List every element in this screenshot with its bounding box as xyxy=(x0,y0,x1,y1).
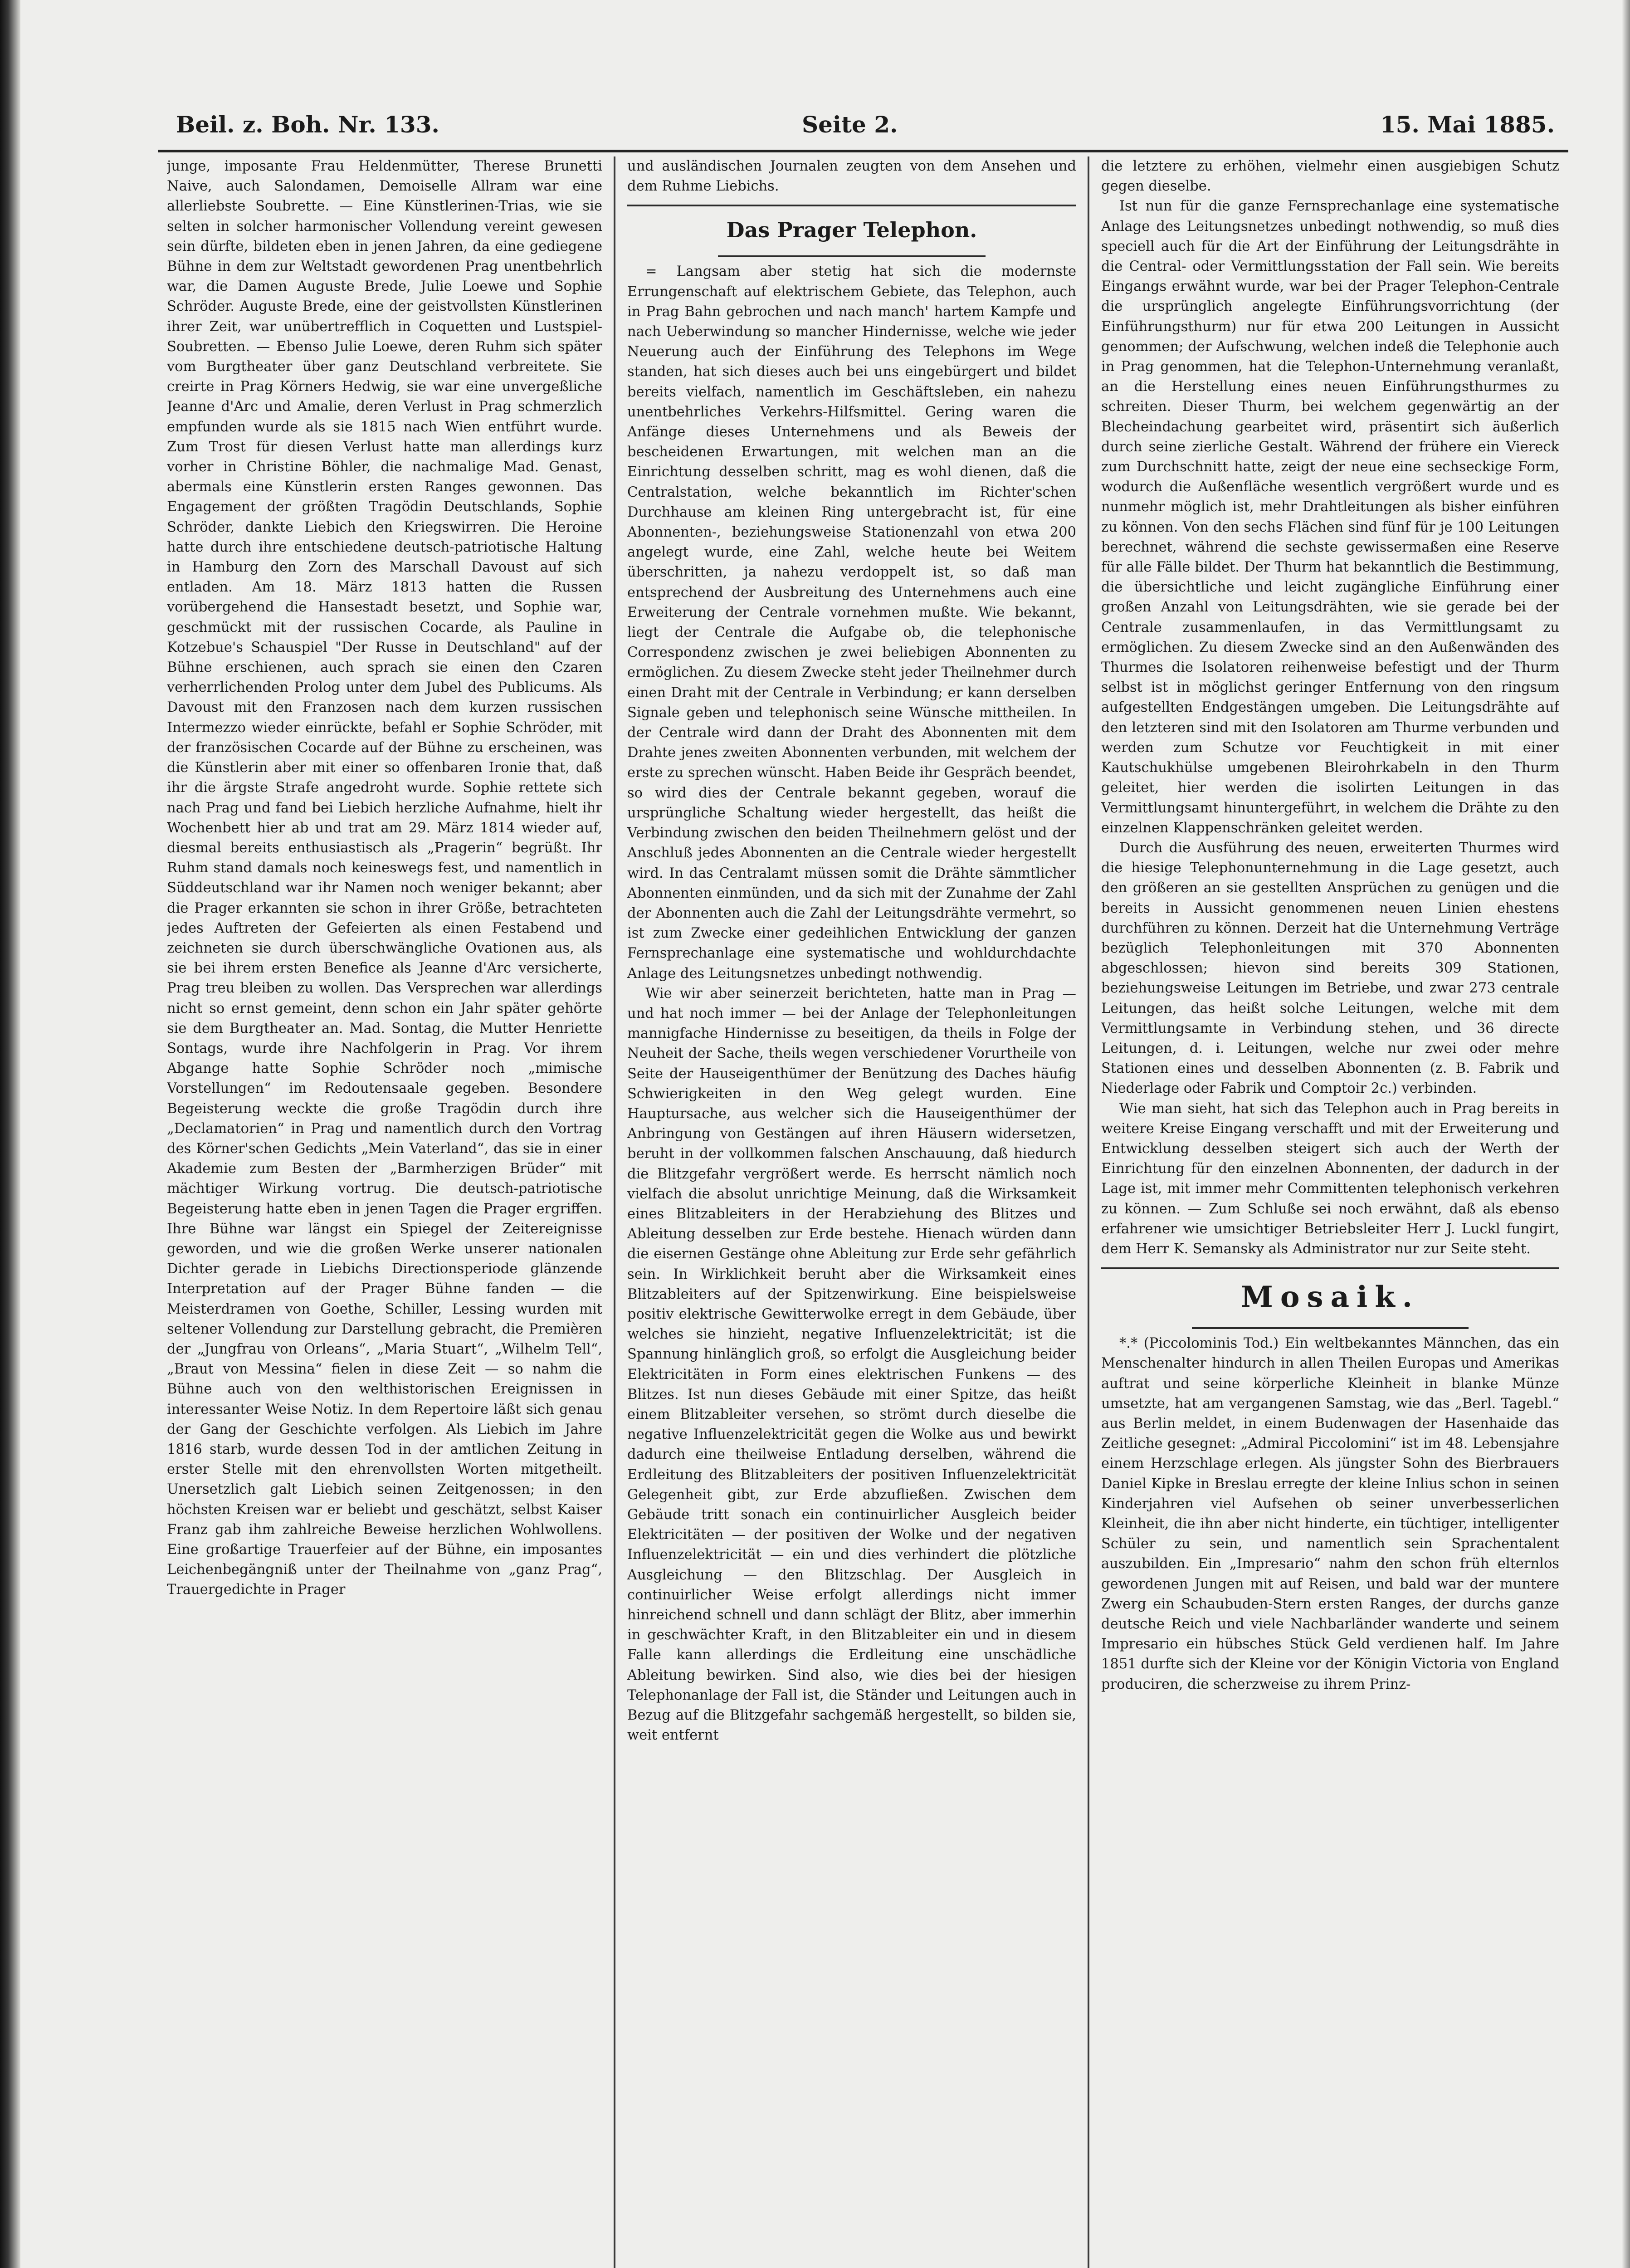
title-rule xyxy=(1192,1327,1469,1329)
telephon-paragraph: Wie man sieht, hat sich das Telephon auch in Prag bereits in weitere Kreise Eingang verschafft und mit der Erweiterung und Entwicklung desselben steigert sich auch der Werth der Einrichtung für den einzelnen Abonnenten, der dadurch in der Lage ist, mit immer mehr Committenten telephonisch verkehren zu können. — Zum Schluße sei noch erwähnt, daß als ebenso erfahrener wie umsichtiger Betriebsleiter Herr J. Luckl fungirt, dem Herr K. Semansky als Administrator nur zur Seite steht. xyxy=(1101,1100,1559,1257)
scan-left-edge xyxy=(0,0,20,2268)
newspaper-page xyxy=(158,104,1568,2268)
header-date: 15. Mai 1885. xyxy=(1380,111,1555,138)
telephon-paragraph: die letztere zu erhöhen, vielmehr einen ausgiebigen Schutz gegen dieselbe. xyxy=(1101,158,1559,195)
article-separator xyxy=(627,205,1076,206)
header-issue: Beil. z. Boh. Nr. 133. xyxy=(176,111,439,138)
page-header xyxy=(158,104,1568,145)
header-page-number: Seite 2. xyxy=(802,111,898,138)
scan-right-edge xyxy=(1622,0,1630,2268)
title-rule xyxy=(718,255,986,257)
article-separator xyxy=(1101,1267,1559,1269)
column-left xyxy=(167,156,602,2268)
column-divider xyxy=(1088,156,1089,2268)
header-rule xyxy=(158,150,1568,152)
article-title-telephon: Das Prager Telephon. xyxy=(726,218,977,243)
column-divider xyxy=(614,156,615,2268)
column-middle xyxy=(627,156,1076,2268)
telephon-paragraph: Durch die Ausführung des neuen, erweiterten Thurmes wird die hiesige Telephonunternehmung in die Lage gesetzt, auch den größeren an sie gestellten Ansprüchen zu genügen und die bereits in Aussicht genommenen neuen Linien ehestens durchführen zu können. Derzeit hat die Unternehmung Verträge bezüglich Telephonleitungen mit 370 Abonnenten abgeschlossen; hievon sind bereits 309 Stationen, beziehungsweise Leitungen im Betriebe, und zwar 273 centrale Leitungen, das heißt solche Leitungen, welche mit dem Vermittlungsamte in Verbindung stehen, und 36 directe Leitungen, d. i. Leitungen, welche nur zwei oder mehre Stationen eines und desselben Abonnenten (z. B. Fabrik und Niederlage oder Fabrik und Comptoir 2c.) verbinden. xyxy=(1101,840,1559,1097)
column-right xyxy=(1101,156,1559,2268)
mosaik-paragraph: *.* (Piccolominis Tod.) Ein weltbekanntes Männchen, das ein Menschenalter hindurch in allen Theilen Europas und Amerikas auftrat und seine körperliche Kleinheit in blanke Münze umsetzte, hat am vergangenen Samstag, wie das „Berl. Tagebl.“ aus Berlin meldet, in einem Budenwagen der Hasenhaide das Zeitliche gesegnet: „Admiral Piccolomini“ ist im 48. Lebensjahre einem Herzschlage erlegen. Als jüngster Sohn des Bierbrauers Daniel Kipke in Breslau erregte der kleine Inlius schon in seinen Kinderjahren viel Aufsehen ob seiner unverbesserlichen Kleinheit, die ihn aber nicht hinderte, ein tüchtiger, intelligenter Schüler zu sein, und namentlich sein Sprachentalent auszubilden. Ein „Impresario“ nahm den schon früh elternlos gewordenen Jungen mit auf Reisen, und bald war der muntere Zwerg ein Schaubuden-Stern ersten Ranges, der durchs ganze deutsche Reich und viele Nachbarländer wanderte und seinem Impresario ein hübsches Stück Geld verdienen half. Im Jahre 1851 durfte sich der Kleine vor der Königin Victoria von England produciren, die scherzweise zu ihrem Prinz- xyxy=(1101,1335,1559,1692)
theater-article-text: junge, imposante Frau Heldenmütter, Therese Brunetti Naive, auch Salondamen, Demoiselle Allram war eine allerliebste Soubrette. — Eine Künstlerinen-Trias, wie sie selten in solcher harmonischer Vollendung vereint gewesen sein dürfte, bildeten eben in jenen Jahren, da eine gediegene Bühne in dem zur Weltstadt gewordenen Prag unentbehrlich war, die Damen Auguste Brede, Julie Loewe und Sophie Schröder. Auguste Brede, eine der geistvollsten Künstlerinen ihrer Zeit, war unübertrefflich in Coquetten und Lustspiel-Soubretten. — Ebenso Julie Loewe, deren Ruhm sich später vom Burgtheater über ganz Deutschland verbreitete. Sie creirte in Prag Körners Hedwig, sie war eine unvergeßliche Jeanne d'Arc und Amalie, deren Verlust in Prag schmerzlich empfunden wurde als sie 1815 nach Wien entführt wurde. Zum Trost für diesen Verlust hatte man allerdings kurz vorher in Christine Böhler, die nachmalige Mad. Genast, abermals eine Künstlerin ersten Ranges gewonnen. Das Engagement der größten Tragödin Deutschlands, Sophie Schröder, dankte Liebich den Kriegswirren. Die Heroine hatte durch ihre entschiedene deutsch-patriotische Haltung in Hamburg den Zorn des Marschall Davoust auf sich entladen. Am 18. März 1813 hatten die Russen vorübergehend die Hansestadt besetzt, und Sophie war, geschmückt mit der russischen Cocarde, als Pauline in Kotzebue's Schauspiel "Der Russe in Deutschland" auf der Bühne erschienen, auch sprach sie einen den Czaren verherrlichenden Prolog unter dem Jubel des Publicums. Als Davoust mit den Franzosen nach dem kurzen russischen Intermezzo wieder einrückte, befahl er Sophie Schröder, mit der französischen Cocarde auf der Bühne zu erscheinen, was die Künstlerin aber mit einer so offenbaren Ironie that, daß ihr die ärgste Strafe angedroht wurde. Sophie rettete sich nach Prag und fand bei Liebich herzliche Aufnahme, hielt ihr Wochenbett hier ab und trat am 29. März 1814 wieder auf, diesmal bereits enthusiastisch als „Pragerin“ begrüßt. Ihr Ruhm stand damals noch keineswegs fest, und namentlich in Süddeutschland war ihr Namen noch weniger bekannt; aber die Prager erkannten sie schon in ihrer Größe, betrachteten jedes Auftreten der Gefeierten als einen Festabend und zeichneten sie durch überschwängliche Ovationen aus, als sie bei ihrem ersten Benefice als Jeanne d'Arc versicherte, Prag treu bleiben zu wollen. Das Versprechen war allerdings nicht so ernst gemeint, denn schon ein Jahr später gehörte sie dem Burgtheater an. Mad. Sontag, die Mutter Henriette Sontags, wurde ihre Nachfolgerin in Prag. Vor ihrem Abgange hatte Sophie Schröder noch „mimische Vorstellungen“ im Redoutensaale gegeben. Besondere Begeisterung weckte die große Tragödin durch ihre „Declamatorien“ in Prag und namentlich durch den Vortrag des Körner'schen Gedichts „Mein Vaterland“, das sie in einer Akademie zum Besten der „Barmherzigen Brüder“ mit mächtiger Wirkung vortrug. Die deutsch-patriotische Begeisterung hatte eben in jenen Tagen die Prager ergriffen. Ihre Bühne war längst ein Spiegel der Zeitereignisse geworden, und wie die großen Werke unserer nationalen Dichter gerade in Liebichs Directionsperiode glänzende Interpretation auf der Prager Bühne fanden — die Meisterdramen von Goethe, Schiller, Lessing wurden mit seltener Vollendung zur Darstellung gebracht, die Premièren der „Jungfrau von Orleans“, „Maria Stuart“, „Wilhelm Tell“, „Braut von Messina“ fielen in diese Zeit — so nahm die Bühne auch von den welthistorischen Ereignissen in interessanter Weise Notiz. In dem Repertoire läßt sich genau der Gang der Geschichte verfolgen. Als Liebich im Jahre 1816 starb, wurde dessen Tod in der amtlichen Zeitung in erster Stelle mit den ehrenvollsten Worten mitgetheilt. Unersetzlich galt Liebich seinen Zeitgenossen; in den höchsten Kreisen war er beliebt und geschätzt, selbst Kaiser Franz gab ihm zahlreiche Beweise herzlichen Wohlwollens. Eine großartige Trauerfeier auf der Bühne, ein imposantes Leichenbegängniß unter der Theilnahme von „ganz Prag“, Trauergedichte in Prager xyxy=(167,158,602,1598)
telephon-paragraph: Ist nun für die ganze Fernsprechanlage eine systematische Anlage des Leitungsnetzes unbedingt nothwendig, so muß dies speciell auch für die Art der Einführung der Leitungsdrähte in die Central- oder Vermittlungsstation der Fall sein. Wie bereits Eingangs erwähnt wurde, war bei der Prager Telephon-Centrale die ursprünglich angelegte Einführungsvorrichtung (der Einführungsthurm) nur für etwa 200 Leitungen in Aussicht genommen; der Aufschwung, welchen indeß die Telephonie auch in Prag genommen, hat die Telephon-Unternehmung veranlaßt, an die Herstellung eines neuen Einführungsthurmes zu schreiten. Dieser Thurm, bei welchem gegenwärtig an der Blecheindachung gearbeitet wird, präsentirt sich äußerlich durch seine zierliche Gestalt. Während der frühere ein Viereck zum Durchschnitt hatte, zeigt der neue eine sechseckige Form, wodurch die Außenfläche wesentlich vergrößert wurde und es nunmehr möglich ist, mehr Drahtleitungen als bisher einführen zu können. Von den sechs Flächen sind fünf für je 100 Leitungen berechnet, während die sechste gewissermaßen eine Reserve für alle Fälle bildet. Der Thurm hat bekanntlich die Bestimmung, die übersichtliche und leicht zugängliche Einführung einer großen Anzahl von Leitungsdrähten, wie sie gerade bei der Centrale zusammenlaufen, in das Vermittlungsamt zu ermöglichen. Zu diesem Zwecke sind an den Außenwänden des Thurmes die Isolatoren reihenweise befestigt und der Thurm selbst ist in möglichst geringer Entfernung von den ringsum aufgestellten Endgestängen umgeben. Die Leitungsdrähte auf den letzteren sind mit den Isolatoren am Thurme verbunden und werden zum Schutze vor Feuchtigkeit in mit einer Kautschukhülse umgebenen Bleirohrkabeln in den Thurm geleitet, hier werden die isolirten Leitungen in das Vermittlungsamt hinuntergeführt, in welchem die Drähte zu den einzelnen Klappenschränken geleitet werden. xyxy=(1101,198,1559,836)
telephon-paragraph: Wie wir aber seinerzeit berichteten, hatte man in Prag — und hat noch immer — bei der Anlage der Telephonleitungen mannigfache Hindernisse zu beseitigen, da theils in Folge der Neuheit der Sache, theils wegen verschiedener Vorurtheile von Seite der Hauseigenthümer der Benützung des Daches häufig Schwierigkeiten in den Weg gelegt wurden. Eine Hauptursache, aus welcher sich die Hauseigenthümer der Anbringung von Gestängen auf ihren Häusern widersetzen, beruht in der vollkommen falschen Anschauung, daß hiedurch die Blitzgefahr vergrößert werde. Es herrscht nämlich noch vielfach die absolut unrichtige Meinung, daß die Wirksamkeit eines Blitzableiters in der Herabziehung des Blitzes und Ableitung desselben zur Erde bestehe. Hienach würden dann die eisernen Gestänge ohne Ableitung zur Erde sehr gefährlich sein. In Wirklichkeit beruht aber die Wirksamkeit eines Blitzableiters auf der Spitzenwirkung. Eine beispielsweise positiv elektrische Gewitterwolke erregt in dem Gebäude, über welches sie hinzieht, negative Influenzelektricität; ist die Spannung hinlänglich groß, so erfolgt die Ausgleichung beider Elektricitäten in Form eines elektrischen Funkens — des Blitzes. Ist nun dieses Gebäude mit einer Spitze, das heißt einem Blitzableiter versehen, so strömt durch dieselbe die negative Influenzelektricität gegen die Wolke aus und bewirkt dadurch eine theilweise Entladung derselben, während die Erdleitung des Blitzableiters der positiven Influenzelektricität Gelegenheit gibt, zur Erde abzufließen. Zwischen dem Gebäude tritt sonach ein continuirlicher Ausgleich beider Elektricitäten — der positiven der Wolke und der negativen Influenzelektricität — ein und dies verhindert die plötzliche Ausgleichung — den Blitzschlag. Der Ausgleich in continuirlicher Weise erfolgt allerdings nicht immer hinreichend schnell und dann schlägt der Blitz, aber immerhin in geschwächter Kraft, in den Blitzableiter ein und in diesem Falle kann allerdings die Erdleitung eine unschädliche Ableitung bewirken. Sind also, wie dies bei der hiesigen Telephonanlage der Fall ist, die Ständer und Leitungen auch in Bezug auf die Blitzgefahr sachgemäß hergestellt, so bilden sie, weit entfernt xyxy=(627,985,1076,1744)
section-title-mosaik: Mosaik. xyxy=(1241,1280,1420,1315)
telephon-paragraph: = Langsam aber stetig hat sich die modernste Errungenschaft auf elektrischem Gebiete, das Telephon, auch in Prag Bahn gebrochen und nach manch' hartem Kampfe und nach Ueberwindung so mancher Hindernisse, welche wie jeder Neuerung auch der Einführung des Telephons im Wege standen, hat sich dieses auch bei uns eingebürgert und bildet bereits vielfach, namentlich im Geschäftsleben, ein nahezu unentbehrliches Verkehrs-Hilfsmittel. Gering waren die Anfänge dieses Unternehmens und als Beweis der bescheidenen Erwartungen, mit welchen man an die Einrichtung desselben schritt, mag es wohl dienen, daß die Centralstation, welche bekanntlich im Richter'schen Durchhause am kleinen Ring untergebracht ist, für eine Abonnenten-, beziehungsweise Stationenzahl von etwa 200 angelegt wurde, eine Zahl, welche heute bei Weitem überschritten, ja nahezu verdoppelt ist, so daß man entsprechend der Ausbreitung des Unternehmens auch eine Erweiterung der Centrale vornehmen mußte. Wie bekannt, liegt der Centrale die Aufgabe ob, die telephonische Correspondenz zwischen je zwei beliebigen Abonnenten zu ermöglichen. Zu diesem Zwecke steht jeder Theilnehmer durch einen Draht mit der Centrale in Verbindung; er kann derselben Signale geben und telephonisch seine Wünsche mittheilen. In der Centrale wird dann der Draht des Abonnenten mit dem Drahte jenes zweiten Abonnenten verbunden, mit welchem der erste zu sprechen wünscht. Haben Beide ihr Gespräch beendet, so wird dies der Centrale bekannt gegeben, worauf die ursprüngliche Schaltung wieder hergestellt, das heißt die Verbindung zwischen den beiden Theilnehmern gelöst und der Anschluß jedes Abonnenten an die Centrale wieder hergestellt wird. In das Centralamt müssen somit die Drähte sämmtlicher Abonnenten einmünden, und da sich mit der Zunahme der Zahl der Abonnenten auch die Zahl der Leitungsdrähte vermehrt, so ist zum Zwecke einer gedeihlichen Entwicklung der ganzen Fernsprechanlage eine systematische und wohldurchdachte Anlage des Leitungsnetzes unbedingt nothwendig. xyxy=(627,264,1076,982)
theater-article-ending: und ausländischen Journalen zeugten von dem Ansehen und dem Ruhme Liebichs. xyxy=(627,158,1076,195)
